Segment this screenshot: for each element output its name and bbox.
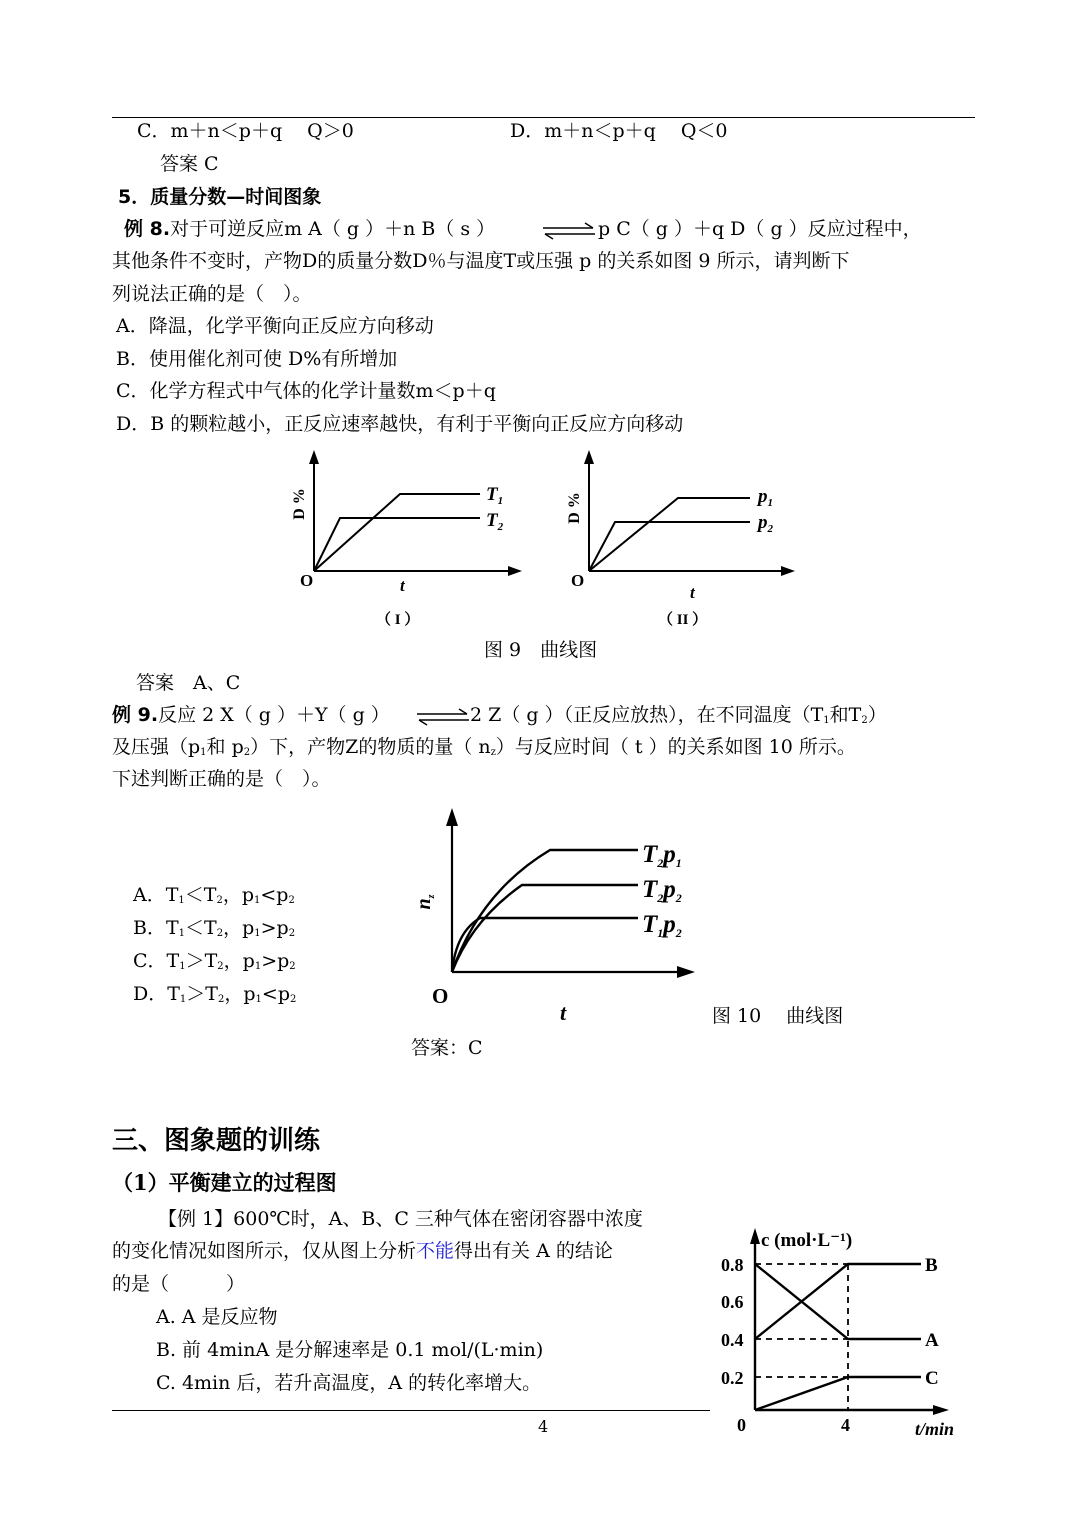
example8-option-c: C．化学方程式中气体的化学计量数m＜p＋q [116, 380, 496, 402]
example9-line2-sub1: 1 [200, 747, 207, 758]
example8-line1 [124, 219, 495, 241]
chart-label-A: A [925, 1330, 939, 1351]
example9-line2 [112, 737, 856, 759]
example9-option-b [133, 918, 295, 940]
footer-rule [112, 1410, 710, 1411]
opt-c-m3: >p [261, 950, 290, 972]
opt-c-s1: 1 [179, 961, 186, 972]
opt-b-prefix: B．T [133, 917, 179, 939]
example9-line2-sub3: z [490, 747, 496, 758]
opt-c-s4: 2 [289, 961, 296, 972]
chart-xtick-0: 0 [737, 1415, 746, 1435]
opt-a-s1: 1 [178, 895, 185, 906]
opt-d-m: ＞T [186, 983, 218, 1005]
chart-label-C: C [925, 1368, 939, 1389]
example9-line2-sub2: 2 [243, 747, 251, 758]
section3-subheading: （1）平衡建立的过程图 [112, 1170, 337, 1195]
example8-option-a: A．降温，化学平衡向正反应方向移动 [116, 315, 434, 337]
example9-line2-a: 及压强（p [112, 736, 201, 758]
figure9-right-xlabel: t [690, 583, 695, 602]
figure9-right-sub: （ II ） [658, 612, 708, 628]
opt-b-s3: 1 [254, 928, 261, 939]
chart-ylabel: c (mol·L⁻¹) [761, 1230, 853, 1251]
example8-option-d: D．B 的颗粒越小，正反应速率越快，有利于平衡向正反应方向移动 [116, 413, 684, 435]
figure10-caption: 图 10 曲线图 [712, 1005, 844, 1027]
example9-label: 例 9. [112, 704, 159, 726]
figure10-ylabel: $n_z$ [413, 894, 437, 910]
opt-b-m3: >p [260, 917, 289, 939]
example1-text-2b: 得出有关 A 的结论 [454, 1240, 613, 1262]
example9-line1 [112, 705, 390, 727]
opt-c-m2: ，p [223, 950, 255, 972]
section5-heading: 5．质量分数—时间图象 [118, 186, 322, 208]
figure9-right-curve-bottom: $p_2$ [758, 512, 773, 535]
figure9-left-origin: O [300, 571, 314, 590]
figure10-xlabel: t [560, 1000, 567, 1025]
figure10 [410, 800, 710, 1030]
opt-b-m2: ，p [223, 917, 255, 939]
figure9-left-ylabel: D % [291, 488, 308, 520]
example8-text-a: 对于可逆反应m A（ g ）＋n B（ s ） [170, 218, 496, 240]
chart-xlabel: t/min [915, 1419, 955, 1439]
example9-line2-b: ）下，产物Z的物质的量（ n [250, 736, 491, 758]
opt-d-m3: <p [261, 983, 290, 1005]
opt-d-m2: ，p [224, 983, 256, 1005]
chart-ytick-08: 0.8 [721, 1255, 744, 1275]
figure10-curve-1: $T_2p_1$ [642, 841, 682, 870]
figure10-curve-3: $T_1p_2$ [642, 911, 682, 940]
header-rule [112, 117, 975, 118]
example9-line2-c: ）与反应时间（ t ）的关系如图 10 所示。 [495, 736, 856, 758]
opt-d-s1: 1 [179, 994, 187, 1005]
example1-option-c: C. 4min 后，若升高温度，A 的转化率增大。 [156, 1372, 542, 1394]
series-B [755, 1264, 921, 1339]
example1-text-1: 600℃时，A、B、C 三种气体在密闭容器中浓度 [233, 1208, 643, 1230]
figure10-curve-2: $T_2p_2$ [642, 876, 682, 905]
section3-heading: 三、图象题的训练 [112, 1126, 321, 1156]
example9-line2-mid: 和 p [206, 736, 244, 758]
chart-label-B: B [925, 1255, 938, 1276]
figure9-right-graph [566, 450, 795, 628]
chart-xtick-4: 4 [841, 1415, 850, 1435]
example9-text-b-main: 2 Z（ g ）（正反应放热），在不同温度（T [470, 704, 824, 726]
example8-label: 例 8. [124, 218, 171, 240]
opt-a-prefix: A．T [133, 884, 179, 906]
opt-d-s2: 2 [217, 994, 225, 1005]
example9-text-b [470, 705, 887, 727]
figure9-left-curve-top: $T_1$ [486, 484, 504, 507]
example1-line3: 的是（ ） [112, 1273, 246, 1295]
opt-d-prefix: D．T [133, 983, 180, 1005]
opt-b-s1: 1 [178, 928, 186, 939]
example1-line2 [112, 1241, 613, 1263]
example9-option-d [133, 984, 296, 1006]
opt-a-m3: <p [260, 884, 289, 906]
example8-option-b: B．使用催化剂可使 D%有所增加 [116, 348, 398, 370]
chart-ytick-06: 0.6 [721, 1292, 744, 1312]
opt-c-s3: 1 [254, 961, 262, 972]
opt-c-s2: 2 [217, 961, 224, 972]
example1-option-b: B. 前 4minA 是分解速率是 0.1 mol/(L·min) [156, 1339, 544, 1361]
example8-line3: 列说法正确的是（ ）。 [112, 283, 312, 305]
option-d-top: D．m＋n＜p＋q Q＜0 [510, 120, 728, 142]
opt-a-m2: ，p [222, 884, 255, 906]
example1-line1 [158, 1209, 643, 1231]
example9-option-a [133, 885, 295, 907]
opt-b-m: ＜T [185, 917, 217, 939]
example9-sub-t1: 1 [823, 715, 830, 726]
opt-a-s4: 2 [288, 895, 295, 906]
series-C [755, 1377, 921, 1410]
answer-top: 答案 C [160, 153, 219, 175]
opt-a-s2: 2 [216, 895, 223, 906]
equilibrium-arrow-icon-2 [415, 708, 471, 726]
figure9-right-ylabel: D % [566, 492, 583, 524]
opt-d-s4: 2 [290, 994, 297, 1005]
example9-text-b-end: ） [867, 704, 887, 726]
figure9 [280, 446, 810, 636]
example9-sub-t2: 2 [861, 715, 868, 726]
example9-text-a: 反应 2 X（ g ）＋Y（ g ） [158, 704, 390, 726]
opt-a-m: ＜T [184, 884, 217, 906]
example9-answer: 答案：C [411, 1037, 483, 1059]
figure9-left-xlabel: t [400, 576, 405, 595]
example9-text-b-mid: 和T [829, 704, 862, 726]
option-c-top: C．m＋n＜p＋q Q＞0 [137, 120, 354, 142]
concentration-chart [715, 1220, 985, 1440]
figure9-left-graph [291, 450, 522, 628]
figure9-left-curve-bottom: $T_2$ [486, 510, 504, 533]
example1-label: 【例 1】 [158, 1208, 234, 1230]
example9-option-c [133, 951, 296, 973]
example8-line2: 其他条件不变时，产物D的质量分数D％与温度T或压强 p 的关系如图 9 所示，请判断下 [112, 250, 850, 272]
figure9-caption: 图 9 曲线图 [484, 639, 598, 661]
figure10-origin: O [432, 984, 449, 1008]
example1-text-2a: 的变化情况如图所示，仅从图上分析 [112, 1240, 417, 1262]
opt-b-s2: 2 [216, 928, 224, 939]
equilibrium-arrow-icon [541, 222, 597, 240]
figure9-right-origin: O [571, 571, 585, 590]
chart-ytick-02: 0.2 [721, 1368, 744, 1388]
opt-c-prefix: C．T [133, 950, 180, 972]
figure9-right-curve-top: $p_1$ [758, 486, 773, 509]
figure9-left-sub: （ I ） [376, 612, 420, 628]
example1-emphasis: 不能 [416, 1240, 455, 1262]
example1-option-a: A. A 是反应物 [156, 1306, 278, 1328]
opt-c-m: ＞T [185, 950, 218, 972]
example9-line3: 下述判断正确的是（ ）。 [112, 768, 331, 790]
example8-answer: 答案 A、C [136, 672, 241, 694]
page-number: 4 [538, 1417, 549, 1436]
opt-a-s3: 1 [254, 895, 261, 906]
opt-b-s4: 2 [288, 928, 296, 939]
series-A [755, 1264, 921, 1339]
example8-text-b: p C（ g ）＋q D（ g ）反应过程中， [598, 218, 922, 240]
chart-ytick-04: 0.4 [721, 1330, 744, 1350]
opt-d-s3: 1 [255, 994, 262, 1005]
